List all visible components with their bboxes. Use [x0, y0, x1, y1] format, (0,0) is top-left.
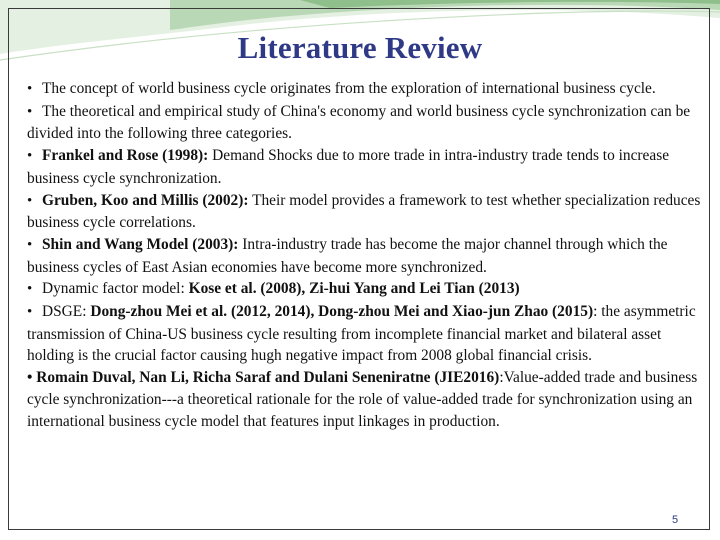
bullet-icon: • [27, 281, 33, 298]
bullet-text: : the asymmetric transmission of China-US business cycle resulting from incomplete financial market and bilateral asset holding is the crucial factor causing hugh negative impact from 2008 global financial crisis. [27, 303, 696, 365]
bullet-item-5 [27, 234, 703, 278]
bullet-text: The theoretical and empirical study of China's economy and world business cycle synchronization can be divided into the following three categories. [27, 102, 691, 143]
bullet-item-4 [27, 190, 703, 234]
bullet-text: The concept of world business cycle originates from the exploration of international business cycle. [42, 80, 656, 97]
bullet-lead: Frankel and Rose (1998): [42, 147, 209, 165]
bullet-citation: Dong-zhou Mei et al. (2012, 2014), Dong-zhou Mei and Xiao-jun Zhao (2015) [90, 303, 594, 321]
bullet-text: :Value-added trade and business cycle synchronization---a theoretical rationale for the role of value-added trade for synchronization using an international business cycle model that features input linkages in production. [27, 369, 698, 430]
bullet-lead: Gruben, Koo and Millis (2002): [42, 191, 249, 209]
slide-title: Literature Review [237, 30, 483, 65]
bullet-item-2 [27, 101, 703, 145]
bullet-item-1 [27, 78, 703, 101]
bullet-text: Demand Shocks due to more trade in intra-industry trade tends to increase business cycle synchronization. [27, 147, 670, 187]
bullet-item-7 [27, 301, 703, 367]
bullet-citation: Kose et al. (2008), Zi-hui Yang and Lei Tian (2013) [188, 280, 520, 298]
bullet-icon: • [27, 192, 33, 209]
bullet-prefix: DSGE: [42, 303, 91, 321]
bullet-text: Their model provides a framework to test whether specialization reduces business cycle correlations. [27, 191, 701, 232]
bullet-prefix: Dynamic factor model: [42, 280, 189, 298]
bullet-icon: • [27, 236, 33, 253]
bullet-lead: Romain Duval, Nan Li, Richa Saraf and Dulani Seneniratne (JIE2016) [36, 369, 500, 387]
bullet-icon: • [27, 81, 33, 97]
bullet-icon: • [27, 369, 37, 387]
bullet-lead: Shin and Wang Model (2003): [42, 235, 239, 253]
bullet-text: Intra-industry trade has become the major channel through which the business cycles of East Asian economies have become more synchronized. [27, 235, 668, 276]
bullet-item-8 [27, 367, 703, 432]
bullet-icon: • [27, 304, 33, 321]
bullet-item-3 [27, 145, 703, 189]
bullet-item-6 [27, 278, 703, 301]
bullet-icon: • [27, 148, 33, 165]
bullet-icon: • [27, 103, 33, 120]
slide-content [27, 78, 703, 432]
page-number: 5 [672, 514, 679, 526]
